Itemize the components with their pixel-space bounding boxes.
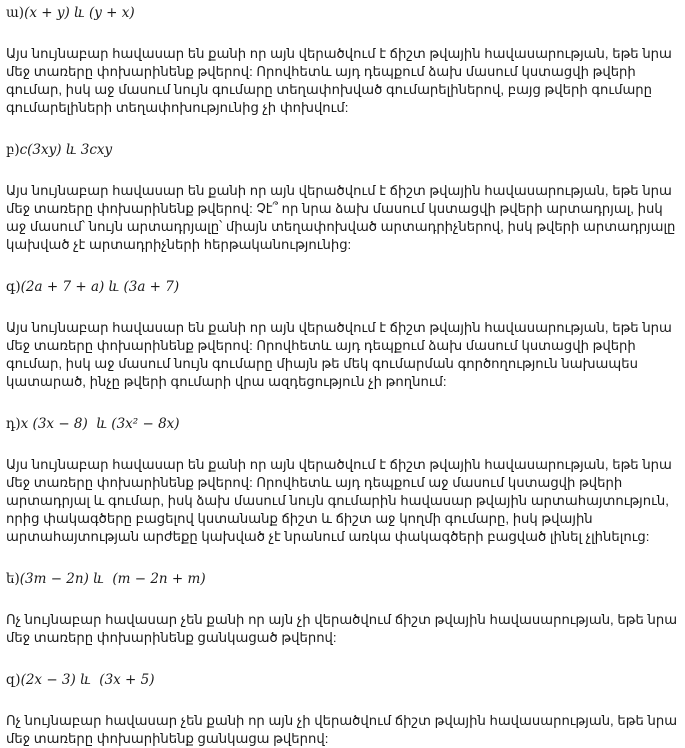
spacer: [6, 546, 681, 566]
item-paragraph: Այս նույնաբար հավասար են քանի որ այն վերածվում է ճիշտ թվային հավասարության, եթե նրա մեջ տառերը փոխարինենք թվերով: Որովհետև այդ դեպքում ձախ մասում կստացվի թվերի գումար, իսկ աջ մասում նույն գումարը տեղափոխված գումարելիներով, բայց թվերի գումարը գումարելիների տեղափոխությունից չի փոխվում:: [6, 46, 672, 115]
item-heading: [6, 415, 681, 433]
spacer: [6, 159, 681, 182]
spacer: [6, 647, 681, 667]
item-c: [6, 278, 681, 411]
item-a: [6, 4, 681, 137]
item-expression: (2a + 7 + a) և (3a + 7): [20, 279, 180, 295]
spacer: [6, 588, 681, 611]
item-paragraph: Ոչ նույնաբար հավասար չեն քանի որ այն չի վերածվում ճիշտ թվային հավասարության, եթե նրա մեջ տառերը փոխարինենք ցանկացած թվերով:: [6, 612, 678, 645]
item-expression: (3m − 2n) և (m − 2n + m): [19, 571, 206, 587]
spacer: [6, 254, 681, 274]
spacer: [6, 117, 681, 137]
item-expression: c(3xy) և 3cxy: [19, 142, 113, 158]
item-label: ա): [6, 5, 25, 21]
document-page: [6, 0, 681, 748]
item-expression: x (3x − 8) և (3x² − 8x): [20, 416, 180, 432]
spacer: [6, 296, 681, 319]
item-label: զ): [6, 672, 21, 688]
item-heading: [6, 570, 681, 588]
item-heading: [6, 278, 681, 296]
item-d: [6, 415, 681, 566]
item-paragraph: Այս նույնաբար հավասար են քանի որ այն վերածվում է ճիշտ թվային հավասարության, եթե նրա մեջ տառերը փոխարինենք թվերով: Չէ՞ որ նրա ձախ մասում կստացվի թվերի արտադրյալ, իսկ աջ մասում՝ նույն արտադրյալը՝ միայն տեղափոխված արտադրիչներով, իսկ թվերի արտադրյալը կախված չէ արտադրիչների հերթականությունից:: [6, 183, 676, 252]
item-label: բ): [6, 142, 20, 158]
item-paragraph: Այս նույնաբար հավասար են քանի որ այն վերածվում է ճիշտ թվային հավասարության, եթե նրա մեջ տառերը փոխարինենք թվերով: Որովհետև այդ դեպքում աջ մասում կստացվի թվերի արտադրյալ և գումար, իսկ ձախ մասում նույն գումարին հավասար թվային արտահայտություն, որից փակագծերը բացելով կստանանք ճիշտ և ճիշտ աջ կողմի գումարը, իսկ թվային արտահայտության արժեքը կախված չէ նրանում առկա փակագծերի բացված լինել չլինելուց:: [6, 457, 672, 544]
item-paragraph: Այս նույնաբար հավասար են քանի որ այն վերածվում է ճիշտ թվային հավասարության, եթե նրա մեջ տառերը փոխարինենք թվերով: Որովհետև այդ դեպքում ձախ մասում կստացվի թվերի գումար, իսկ աջ մասում նույն գումարը միայն թե մեկ գումարման գործողություն նախապես կատարած, ինչը թվերի գումարի վրա ազդեցություն չի թողնում:: [6, 320, 672, 389]
item-heading: [6, 141, 681, 159]
item-b: [6, 141, 681, 274]
spacer: [6, 22, 681, 45]
item-heading: [6, 4, 681, 22]
item-e: [6, 570, 681, 667]
item-label: ե): [6, 571, 20, 587]
item-expression: (2x − 3) և (3x + 5): [20, 672, 155, 688]
spacer: [6, 689, 681, 712]
item-f: [6, 671, 681, 748]
item-heading: [6, 671, 681, 689]
item-paragraph: Ոչ նույնաբար հավասար չեն քանի որ այն չի վերածվում ճիշտ թվային հավասարության, եթե նրա մեջ տառերը փոխարինենք ցանկացա թվերով:: [6, 713, 678, 746]
item-label: դ): [6, 416, 21, 432]
spacer: [6, 391, 681, 411]
spacer: [6, 433, 681, 456]
item-expression: (x + y) և (y + x): [24, 5, 135, 21]
item-label: գ): [6, 279, 21, 295]
